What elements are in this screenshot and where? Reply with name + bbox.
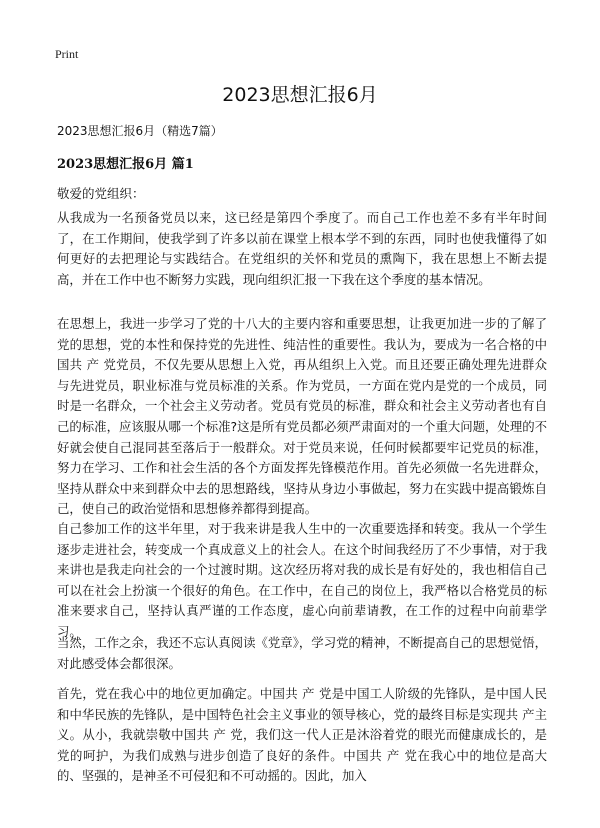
- document-title: 2023思想汇报6月: [222, 84, 378, 106]
- section-heading: 2023思想汇报6月 篇1: [57, 157, 194, 172]
- paragraph: 在思想上，我进一步学习了党的十八大的主要内容和重要思想，让我更加进一步的了解了党的思想，党的本性和保持党的先进性、纯洁性的重要性。我认为，要成为一名合格的中国共 产 党党员，不仅先要从思想上入党，再从组织上入党。而且还要正确处理先进群众与先进党员，职业标准与党员标准的关系。作为党员，一方面在党内是党的一个成员，同时是一名群众，一个社会主义劳动者。党员有党员的标准，群众和社会主义劳动者也有自己的标准，应该服从哪一个标准?这是所有党员都必须严肃面对的一个重大问题，处理的不好就会使自己混同甚至落后于一般群众。对于党员来说，任何时候都要牢记党员的标准，努力在学习、工作和社会生活的各个方面发挥先锋模范作用。首先必须做一名先进群众，坚持从群众中来到群众中去的思想路线，坚持从身边小事做起，努力在实践中提高锻炼自己，使自己的政治觉悟和思想修养都得到提高。: [57, 316, 547, 517]
- paragraph: 当然，工作之余，我还不忘认真阅读《党章》，学习党的精神，不断提高自己的思想觉悟，对此感受体会都很深。: [57, 635, 547, 671]
- paragraph: 从我成为一名预备党员以来，这已经是第四个季度了。而自己工作也差不多有半年时间了，在工作期间，使我学到了许多以前在课堂上根本学不到的东西，同时也使我懂得了如何更好的去把理论与实践结合。在党组织的关怀和党员的熏陶下，我在思想上不断去提高，并在工作中也不断努力实践，现向组织汇报一下我在这个季度的基本情况。: [57, 210, 547, 287]
- paragraph: 自己参加工作的这半年里，对于我来讲是我人生中的一次重要选择和转变。我从一个学生逐步走进社会，转变成一个真成意义上的社会人。在这个时间我经历了不少事情，对于我来讲也是我走向社会的一个过渡时期。这次经历将对我的成长是有好处的，我也相信自己可以在社会上扮演一个很好的角色。在工作中，在自己的岗位上，我严格以合格党员的标准来要求自己，坚持认真严谨的工作态度，虚心向前辈请教，在工作的过程中向前辈学习。: [57, 521, 547, 639]
- print-link[interactable]: Print: [55, 47, 79, 61]
- document-subtitle: 2023思想汇报6月（精选7篇）: [57, 124, 223, 138]
- paragraph: 首先，党在我心中的地位更加确定。中国共 产 党是中国工人阶级的先锋队，是中国人民和中华民族的先锋队，是中国特色社会主义事业的领导核心，党的最终目标是实现共 产主义。从小，我就崇敬中国共 产 党，我们这一代人正是沐浴着党的眼光而健康成长的，是党的呵护，为我们成熟与进步创造了良好的条件。中国共 产 党在我心中的地位是高大的、坚强的，是神圣不可侵犯和不可动摇的。因此，加入: [57, 686, 547, 784]
- salutation: 敬爱的党组织：: [57, 186, 145, 201]
